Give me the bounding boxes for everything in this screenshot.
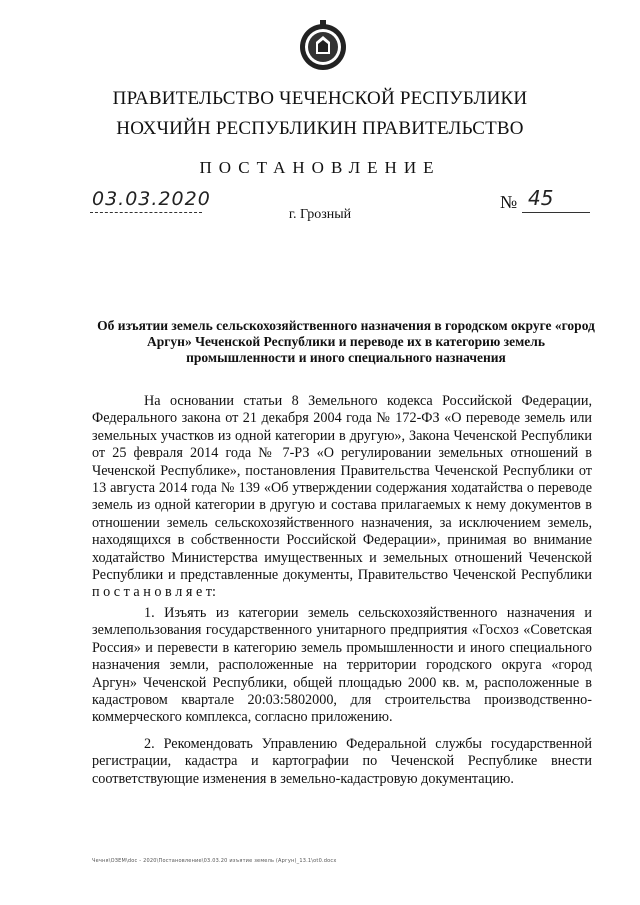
document-type-title: ПОСТАНОВЛЕНИЕ [199, 158, 441, 177]
government-name-russian: ПРАВИТЕЛЬСТВО ЧЕЧЕНСКОЙ РЕСПУБЛИКИ [112, 88, 528, 109]
decree-number: 45 [528, 186, 554, 210]
file-path-footer: Чечня\ОЗЕМ\doc - 2020\Постановление\03.03.20 изъятие земель (Аргун)_13.1\ot0.docx [92, 858, 337, 864]
coat-of-arms-emblem [298, 18, 348, 74]
government-name-chechen: НОХЧИЙН РЕСПУБЛИКИН ПРАВИТЕЛЬСТВО [116, 118, 524, 139]
clause-1-paragraph: 1. Изъять из категории земель сельскохозяйственного назначения и землепользования государственного унитарного предприятия «Госхоз «Советская Россия» и перевести в категорию земель промышленности и иного специального назначения земли, расположенные на территории городского округа «город Аргун» Чеченской Республики, общей площадью 2000 кв. м, расположенные в кадастровом квартале 20:03:5802000, для строительства производственно-коммерческого комплекса, согласно приложению. [92, 605, 592, 726]
decree-heading: Об изъятии земель сельскохозяйственного назначения в городском округе «город Аргун» Чеченской Республики и переводе их в категорию земель промышленности и иного специального назначения [97, 318, 595, 365]
clause-2-paragraph: 2. Рекомендовать Управлению Федеральной службы государственной регистрации, кадастра и картографии по Чеченской Республике внести соответствующие изменения в земельно-кадастровую документацию. [92, 736, 592, 787]
preamble-paragraph: На основании статьи 8 Земельного кодекса Российской Федерации, Федерального закона от 21 декабря 2004 года № 172-ФЗ «О переводе земель или земельных участков из одной категории в другую», Закона Чеченской Республики от 25 февраля 2014 года № 7-РЗ «О регулировании земельных отношений в Чеченской Республике», постановления Правительства Чеченской Республики от 13 августа 2014 года № 139 «Об утверждении содержания ходатайства о переводе земель из одной категории в другую и состава прилагаемых к нему документов в отношении земель сельскохозяйственного назначения, за исключением земель, находящихся в собственности Российской Федерации», принимая во внимание ходатайство Министерства имущественных и земельных отношений Чеченской Республики и представленные документы, Правительство Чеченской Республики п о с т а н о в л я е т: [92, 393, 592, 601]
number-sign: № [500, 192, 518, 212]
city-name: г. Грозный [288, 207, 352, 222]
decree-date: 03.03.2020 [92, 188, 211, 210]
